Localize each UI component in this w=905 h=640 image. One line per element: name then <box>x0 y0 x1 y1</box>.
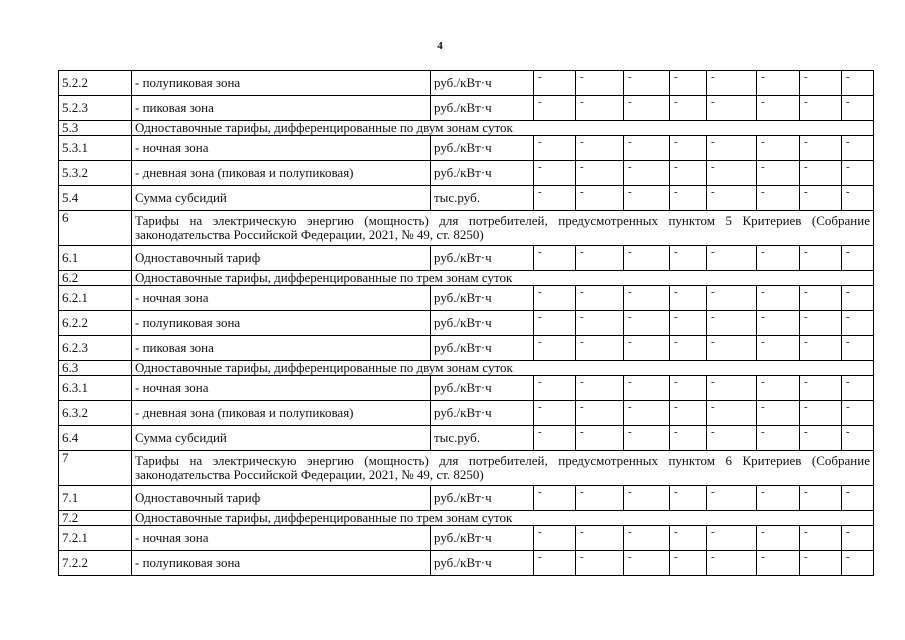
section-title: Одноставочные тарифы, дифференцированные по трем зонам суток <box>132 511 874 526</box>
row-name: Одноставочный тариф <box>132 486 431 511</box>
row-name: - пиковая зона <box>132 96 431 121</box>
row-code: 7.2 <box>59 511 132 526</box>
value-cell: - <box>842 186 874 211</box>
value-cell: - <box>624 161 670 186</box>
value-cell: - <box>800 186 842 211</box>
row-code: 5.3 <box>59 121 132 136</box>
value-cell: - <box>576 486 624 511</box>
value-cell: - <box>576 526 624 551</box>
value-cell: - <box>842 486 874 511</box>
table-row <box>59 286 874 311</box>
table-row <box>59 186 874 211</box>
value-cell: - <box>842 71 874 96</box>
value-cell: - <box>576 186 624 211</box>
value-cell: - <box>624 96 670 121</box>
value-cell: - <box>842 426 874 451</box>
value-cell: - <box>624 526 670 551</box>
value-cell: - <box>576 96 624 121</box>
row-name: - ночная зона <box>132 376 431 401</box>
row-name: - ночная зона <box>132 286 431 311</box>
table-row <box>59 161 874 186</box>
value-cell: - <box>534 311 576 336</box>
value-cell: - <box>842 336 874 361</box>
section-title: Тарифы на электрическую энергию (мощность) для потребителей, предусмотренных пунктом 5 Критериев (Собрание законодательства Российской Федерации, 2021, № 49, ст. 8250) <box>132 211 874 246</box>
value-cell: - <box>800 71 842 96</box>
row-code: 6.2.2 <box>59 311 132 336</box>
value-cell: - <box>800 246 842 271</box>
row-unit: руб./кВт·ч <box>431 71 534 96</box>
value-cell: - <box>707 551 757 576</box>
row-code: 7.2.1 <box>59 526 132 551</box>
value-cell: - <box>757 186 800 211</box>
row-name: - дневная зона (пиковая и полупиковая) <box>132 161 431 186</box>
value-cell: - <box>757 136 800 161</box>
value-cell: - <box>707 96 757 121</box>
value-cell: - <box>800 401 842 426</box>
row-code: 5.4 <box>59 186 132 211</box>
table-row <box>59 211 874 246</box>
row-code: 6.2.1 <box>59 286 132 311</box>
value-cell: - <box>842 376 874 401</box>
value-cell: - <box>707 376 757 401</box>
tariff-table-body <box>59 71 874 576</box>
value-cell: - <box>624 486 670 511</box>
row-code: 5.2.3 <box>59 96 132 121</box>
value-cell: - <box>800 426 842 451</box>
table-row <box>59 511 874 526</box>
row-unit: руб./кВт·ч <box>431 96 534 121</box>
table-row <box>59 486 874 511</box>
value-cell: - <box>707 401 757 426</box>
value-cell: - <box>670 401 707 426</box>
value-cell: - <box>757 401 800 426</box>
row-code: 6.2.3 <box>59 336 132 361</box>
value-cell: - <box>800 526 842 551</box>
row-unit: руб./кВт·ч <box>431 526 534 551</box>
row-code: 5.2.2 <box>59 71 132 96</box>
value-cell: - <box>842 161 874 186</box>
row-code: 7.1 <box>59 486 132 511</box>
row-code: 6.3.2 <box>59 401 132 426</box>
value-cell: - <box>842 136 874 161</box>
value-cell: - <box>670 336 707 361</box>
value-cell: - <box>842 96 874 121</box>
value-cell: - <box>757 376 800 401</box>
value-cell: - <box>707 136 757 161</box>
value-cell: - <box>534 426 576 451</box>
row-name: Сумма субсидий <box>132 186 431 211</box>
value-cell: - <box>624 186 670 211</box>
value-cell: - <box>800 376 842 401</box>
value-cell: - <box>534 96 576 121</box>
row-name: - дневная зона (пиковая и полупиковая) <box>132 401 431 426</box>
value-cell: - <box>576 161 624 186</box>
value-cell: - <box>800 486 842 511</box>
table-row <box>59 426 874 451</box>
row-code: 6.3.1 <box>59 376 132 401</box>
row-name: - полупиковая зона <box>132 311 431 336</box>
value-cell: - <box>624 311 670 336</box>
value-cell: - <box>670 161 707 186</box>
value-cell: - <box>576 246 624 271</box>
value-cell: - <box>757 486 800 511</box>
value-cell: - <box>670 246 707 271</box>
value-cell: - <box>757 71 800 96</box>
row-unit: руб./кВт·ч <box>431 401 534 426</box>
value-cell: - <box>842 401 874 426</box>
table-row <box>59 526 874 551</box>
row-name: Одноставочный тариф <box>132 246 431 271</box>
value-cell: - <box>534 246 576 271</box>
value-cell: - <box>800 551 842 576</box>
value-cell: - <box>534 526 576 551</box>
value-cell: - <box>800 336 842 361</box>
value-cell: - <box>707 486 757 511</box>
value-cell: - <box>757 526 800 551</box>
row-code: 5.3.1 <box>59 136 132 161</box>
table-row <box>59 401 874 426</box>
value-cell: - <box>624 246 670 271</box>
value-cell: - <box>534 336 576 361</box>
value-cell: - <box>670 486 707 511</box>
value-cell: - <box>576 426 624 451</box>
row-code: 5.3.2 <box>59 161 132 186</box>
value-cell: - <box>670 526 707 551</box>
tariff-table <box>58 70 874 576</box>
table-row <box>59 311 874 336</box>
value-cell: - <box>707 246 757 271</box>
value-cell: - <box>624 286 670 311</box>
value-cell: - <box>576 336 624 361</box>
value-cell: - <box>670 551 707 576</box>
value-cell: - <box>842 311 874 336</box>
value-cell: - <box>670 186 707 211</box>
value-cell: - <box>576 136 624 161</box>
row-unit: руб./кВт·ч <box>431 486 534 511</box>
value-cell: - <box>624 136 670 161</box>
value-cell: - <box>534 486 576 511</box>
value-cell: - <box>757 246 800 271</box>
value-cell: - <box>534 401 576 426</box>
table-row <box>59 361 874 376</box>
value-cell: - <box>576 551 624 576</box>
section-title: Одноставочные тарифы, дифференцированные по трем зонам суток <box>132 271 874 286</box>
row-name: Сумма субсидий <box>132 426 431 451</box>
row-unit: руб./кВт·ч <box>431 161 534 186</box>
value-cell: - <box>576 401 624 426</box>
value-cell: - <box>624 426 670 451</box>
table-row <box>59 246 874 271</box>
row-code: 7.2.2 <box>59 551 132 576</box>
value-cell: - <box>707 311 757 336</box>
value-cell: - <box>534 71 576 96</box>
value-cell: - <box>757 336 800 361</box>
value-cell: - <box>800 161 842 186</box>
page-number: 4 <box>437 40 443 52</box>
value-cell: - <box>624 401 670 426</box>
table-row <box>59 551 874 576</box>
row-name: - ночная зона <box>132 136 431 161</box>
value-cell: - <box>707 161 757 186</box>
row-code: 6.3 <box>59 361 132 376</box>
value-cell: - <box>670 376 707 401</box>
table-row <box>59 71 874 96</box>
value-cell: - <box>670 311 707 336</box>
value-cell: - <box>707 186 757 211</box>
value-cell: - <box>800 286 842 311</box>
value-cell: - <box>576 71 624 96</box>
value-cell: - <box>842 551 874 576</box>
row-code: 6.4 <box>59 426 132 451</box>
value-cell: - <box>842 286 874 311</box>
row-unit: тыс.руб. <box>431 426 534 451</box>
value-cell: - <box>534 136 576 161</box>
table-row <box>59 336 874 361</box>
row-unit: руб./кВт·ч <box>431 551 534 576</box>
value-cell: - <box>624 376 670 401</box>
table-row <box>59 96 874 121</box>
value-cell: - <box>534 186 576 211</box>
table-row <box>59 136 874 161</box>
row-unit: руб./кВт·ч <box>431 136 534 161</box>
row-unit: руб./кВт·ч <box>431 246 534 271</box>
value-cell: - <box>707 71 757 96</box>
section-title: Тарифы на электрическую энергию (мощность) для потребителей, предусмотренных пунктом 6 Критериев (Собрание законодательства Российской Федерации, 2021, № 49, ст. 8250) <box>132 451 874 486</box>
row-unit: руб./кВт·ч <box>431 336 534 361</box>
row-name: - полупиковая зона <box>132 71 431 96</box>
row-name: - полупиковая зона <box>132 551 431 576</box>
value-cell: - <box>842 526 874 551</box>
row-code: 6 <box>59 211 132 246</box>
value-cell: - <box>670 426 707 451</box>
table-row <box>59 451 874 486</box>
section-title: Одноставочные тарифы, дифференцированные по двум зонам суток <box>132 121 874 136</box>
value-cell: - <box>534 161 576 186</box>
row-name: - ночная зона <box>132 526 431 551</box>
value-cell: - <box>534 551 576 576</box>
value-cell: - <box>707 426 757 451</box>
table-row <box>59 121 874 136</box>
value-cell: - <box>757 551 800 576</box>
value-cell: - <box>707 286 757 311</box>
value-cell: - <box>670 96 707 121</box>
value-cell: - <box>757 311 800 336</box>
value-cell: - <box>576 286 624 311</box>
value-cell: - <box>707 526 757 551</box>
row-code: 7 <box>59 451 132 486</box>
value-cell: - <box>670 136 707 161</box>
row-unit: руб./кВт·ч <box>431 311 534 336</box>
row-unit: руб./кВт·ч <box>431 376 534 401</box>
row-code: 6.1 <box>59 246 132 271</box>
value-cell: - <box>842 246 874 271</box>
table-row <box>59 271 874 286</box>
section-title: Одноставочные тарифы, дифференцированные по двум зонам суток <box>132 361 874 376</box>
value-cell: - <box>624 71 670 96</box>
row-unit: руб./кВт·ч <box>431 286 534 311</box>
row-name: - пиковая зона <box>132 336 431 361</box>
value-cell: - <box>624 551 670 576</box>
value-cell: - <box>534 376 576 401</box>
value-cell: - <box>624 336 670 361</box>
value-cell: - <box>576 376 624 401</box>
value-cell: - <box>670 71 707 96</box>
value-cell: - <box>800 136 842 161</box>
value-cell: - <box>757 426 800 451</box>
table-row <box>59 376 874 401</box>
value-cell: - <box>534 286 576 311</box>
row-unit: тыс.руб. <box>431 186 534 211</box>
value-cell: - <box>800 311 842 336</box>
value-cell: - <box>757 161 800 186</box>
value-cell: - <box>707 336 757 361</box>
value-cell: - <box>670 286 707 311</box>
value-cell: - <box>800 96 842 121</box>
value-cell: - <box>576 311 624 336</box>
value-cell: - <box>757 96 800 121</box>
row-code: 6.2 <box>59 271 132 286</box>
value-cell: - <box>757 286 800 311</box>
